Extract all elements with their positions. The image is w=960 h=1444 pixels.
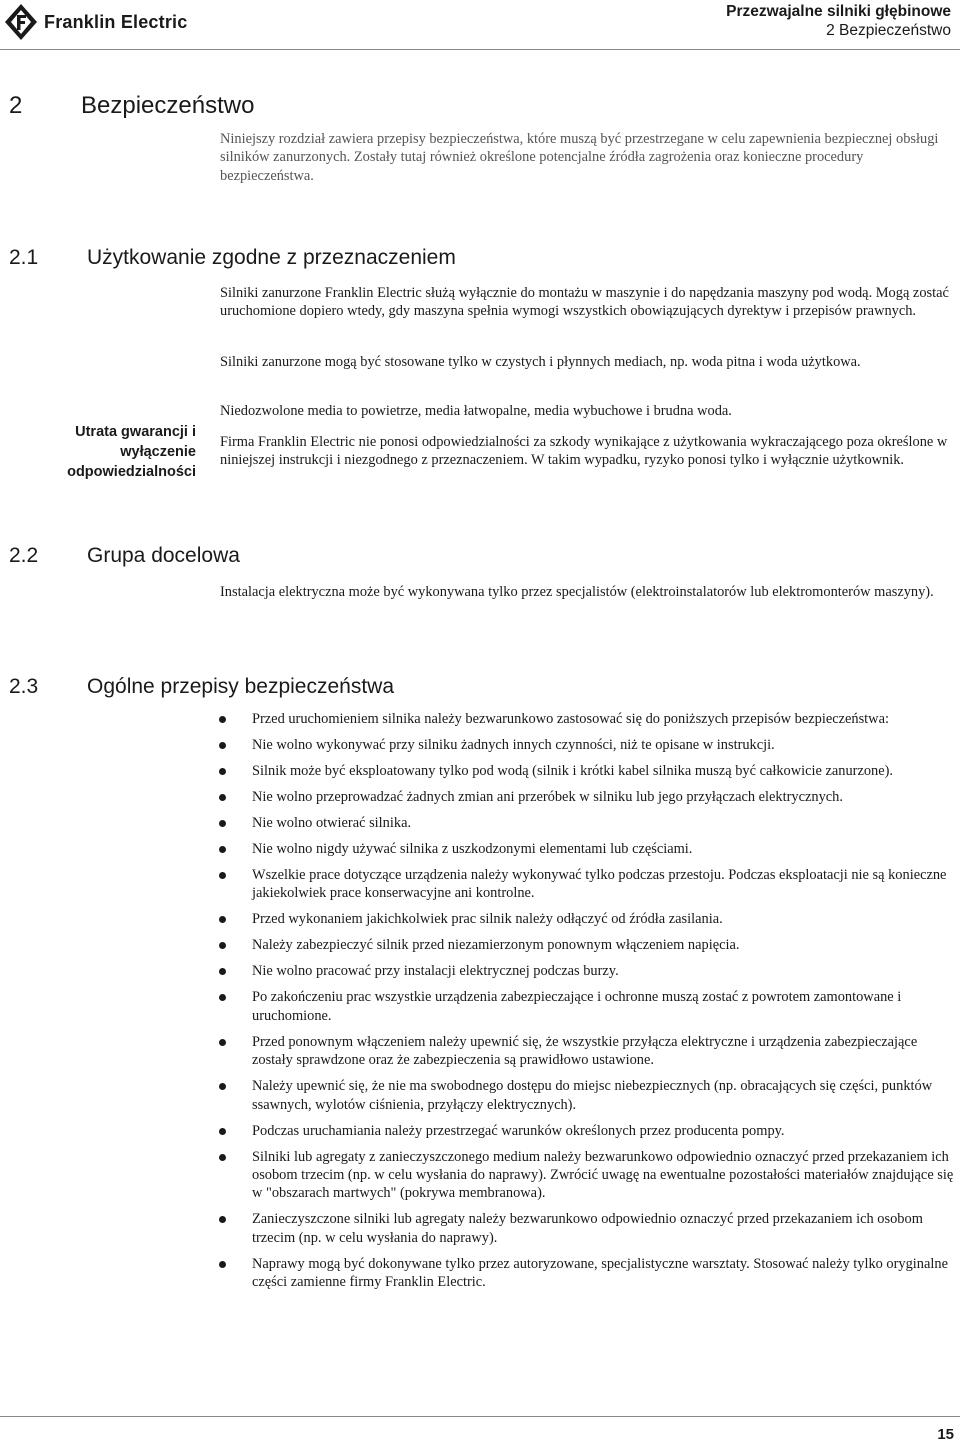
list-item-text: Podczas uruchamiania należy przestrzegać warunków określonych przez producenta pompy.	[252, 1122, 785, 1139]
list-item	[216, 1077, 956, 1114]
subsection-number: 2.1	[9, 246, 39, 269]
section-heading	[9, 92, 254, 120]
bullet-icon	[219, 1083, 226, 1090]
bullet-icon	[219, 846, 226, 853]
margin-note-line: Utrata gwarancji i	[75, 424, 196, 440]
section-intro: Niniejszy rozdział zawiera przepisy bezpieczeństwa, które muszą być przestrzegane w celu zapewnienia bezpiecznej obsługi silników zanurzonych. Zostały tutaj również określone potencjalne źródła zagrożenia oraz konieczne procedury bezpieczeństwa.	[220, 131, 939, 184]
margin-note-warranty	[20, 422, 196, 482]
list-item-text: Przed uruchomieniem silnika należy bezwarunkowo zastosować się do poniższych przepisów bezpieczeństwa:	[252, 711, 889, 727]
usage-paragraph-3: Niedozwolone media to powietrze, media łatwopalne, media wybuchowe i brudna woda.	[220, 403, 732, 419]
brand-logo	[4, 2, 187, 42]
bullet-icon	[219, 968, 226, 975]
subsection-title: Użytkowanie zgodne z przeznaczeniem	[87, 246, 456, 269]
usage-paragraph-4: Firma Franklin Electric nie ponosi odpowiedzialności za szkody wynikające z użytkowania wykraczającego poza określone w niniejszej instrukcji i niezgodnego z przeznaczeniem. W takim wypadku, ryzyko ponosi tylko i wyłącznie użytkownik.	[220, 434, 948, 469]
subsection-heading-2-1	[9, 246, 456, 270]
doc-section: 2 Bezpieczeństwo	[826, 22, 951, 39]
page-number: 15	[937, 1426, 954, 1443]
subsection-number: 2.2	[9, 544, 39, 567]
bullet-icon	[219, 794, 226, 801]
list-item-text: Po zakończeniu prac wszystkie urządzenia zabezpieczające i ochronne muszą zostać z powrotem zamontowane i uruchomione.	[252, 989, 902, 1024]
bullet-icon	[219, 916, 226, 923]
usage-paragraph-1: Silniki zanurzone Franklin Electric służą wyłącznie do montażu w maszynie i do napędzania maszyny pod wodą. Mogą zostać uruchomione dopiero wtedy, gdy maszyna spełnia wymogi wszystkich obowiązujących dyrektyw i przepisów prawnych.	[220, 285, 949, 320]
bullet-icon	[219, 1261, 226, 1268]
section-number: 2	[9, 92, 23, 119]
usage-paragraph-2: Silniki zanurzone mogą być stosowane tylko w czystych i płynnych mediach, np. woda pitna i woda użytkowa.	[220, 354, 861, 370]
bullet-icon	[219, 716, 226, 723]
bullet-icon	[219, 1128, 226, 1135]
list-item	[216, 866, 956, 903]
list-item-text: Nie wolno otwierać silnika.	[252, 815, 412, 831]
subsection-title: Grupa docelowa	[87, 544, 240, 567]
brand-name: Franklin Electric	[44, 11, 188, 32]
list-item-text: Naprawy mogą być dokonywane tylko przez autoryzowane, specjalistyczne warsztaty. Stosować należy tylko oryginalne części zamienne firmy Franklin Electric.	[252, 1255, 948, 1291]
subsection-number: 2.3	[9, 675, 39, 698]
list-item	[216, 710, 956, 728]
bullet-icon	[219, 1154, 226, 1161]
list-item-text: Wszelkie prace dotyczące urządzenia należy wykonywać tylko podczas przestoju. Podczas eksploatacji nie są konieczne jakiekolwiek prace konserwacyjne ani kontrolne.	[252, 867, 947, 902]
franklin-logo-icon	[4, 3, 38, 41]
header-divider	[0, 49, 960, 50]
safety-rules-list	[216, 710, 956, 1299]
list-item	[216, 762, 956, 780]
subsection-title: Ogólne przepisy bezpieczeństwa	[87, 675, 395, 698]
target-group-paragraph: Instalacja elektryczna może być wykonywana tylko przez specjalistów (elektroinstalatorów lub elektromonterów maszyny).	[220, 584, 934, 600]
bullet-icon	[219, 820, 226, 827]
list-item	[216, 1033, 956, 1070]
list-item	[216, 788, 956, 806]
list-item-text: Należy zabezpieczyć silnik przed niezamierzonym ponownym włączeniem napięcia.	[252, 937, 740, 954]
bullet-icon	[219, 768, 226, 775]
list-item	[216, 910, 956, 928]
page-header	[0, 0, 960, 48]
list-item-text: Silnik może być eksploatowany tylko pod wodą (silnik i krótki kabel silnika muszą być całkowicie zanurzone).	[252, 763, 894, 779]
list-item	[216, 1122, 956, 1140]
list-item	[216, 1255, 956, 1292]
bullet-icon	[219, 1039, 226, 1046]
list-item-text: Nie wolno pracować przy instalacji elektrycznej podczas burzy.	[252, 963, 619, 980]
list-item	[216, 1210, 956, 1247]
list-item	[216, 814, 956, 832]
subsection-heading-2-2	[9, 544, 240, 568]
subsection-heading-2-3	[9, 675, 394, 699]
bullet-icon	[219, 942, 226, 949]
list-item	[216, 840, 956, 858]
bullet-icon	[219, 872, 226, 879]
list-item-text: Silniki lub agregaty z zanieczyszczonego medium należy bezwarunkowo odpowiednio oznaczyć przed przekazaniem ich osobom trzecim (np. w celu wysłania do naprawy). Zwrócić uwagę na ewentualne pozostałości materiałów znajdujące się w "obszarach martwych" (pokrywa membranowa).	[252, 1148, 954, 1202]
list-item-text: Przed ponownym włączeniem należy upewnić się, że wszystkie przyłącza elektryczne i urządzenia zabezpieczające zostały sprawdzone oraz że zabezpieczenia są prawidłowo ustawione.	[252, 1033, 918, 1069]
list-item-text: Przed wykonaniem jakichkolwiek prac silnik należy odłączyć od źródła zasilania.	[252, 911, 723, 928]
header-doc-info	[726, 2, 951, 40]
list-item-text: Nie wolno wykonywać przy silniku żadnych innych czynności, niż te opisane w instrukcji.	[252, 737, 775, 753]
list-item	[216, 962, 956, 980]
margin-note-line: odpowiedzialności	[67, 464, 196, 480]
doc-title: Przezwajalne silniki głębinowe	[726, 3, 951, 20]
section-title: Bezpieczeństwo	[81, 92, 255, 119]
list-item-text: Zanieczyszczone silniki lub agregaty należy bezwarunkowo odpowiednio oznaczyć przed przekazaniem ich osobom trzecim (np. w celu wysłania do naprawy).	[252, 1211, 923, 1246]
list-item-text: Nie wolno przeprowadzać żadnych zmian ani przeróbek w silniku lub jego przyłączach elektrycznych.	[252, 789, 843, 805]
bullet-icon	[219, 742, 226, 749]
list-item	[216, 736, 956, 754]
list-item	[216, 936, 956, 954]
list-item-text: Nie wolno nigdy używać silnika z uszkodzonymi elementami lub częściami.	[252, 841, 693, 857]
bullet-icon	[219, 1216, 226, 1223]
list-item-text: Należy upewnić się, że nie ma swobodnego dostępu do miejsc niebezpiecznych (np. obracających się części, punktów ssawnych, wylotów ciśnienia, przyłączy elektrycznych).	[252, 1078, 933, 1113]
footer-divider	[0, 1416, 960, 1417]
bullet-icon	[219, 994, 226, 1001]
margin-note-line: wyłączenie	[120, 444, 196, 460]
list-item	[216, 988, 956, 1025]
list-item	[216, 1148, 956, 1203]
